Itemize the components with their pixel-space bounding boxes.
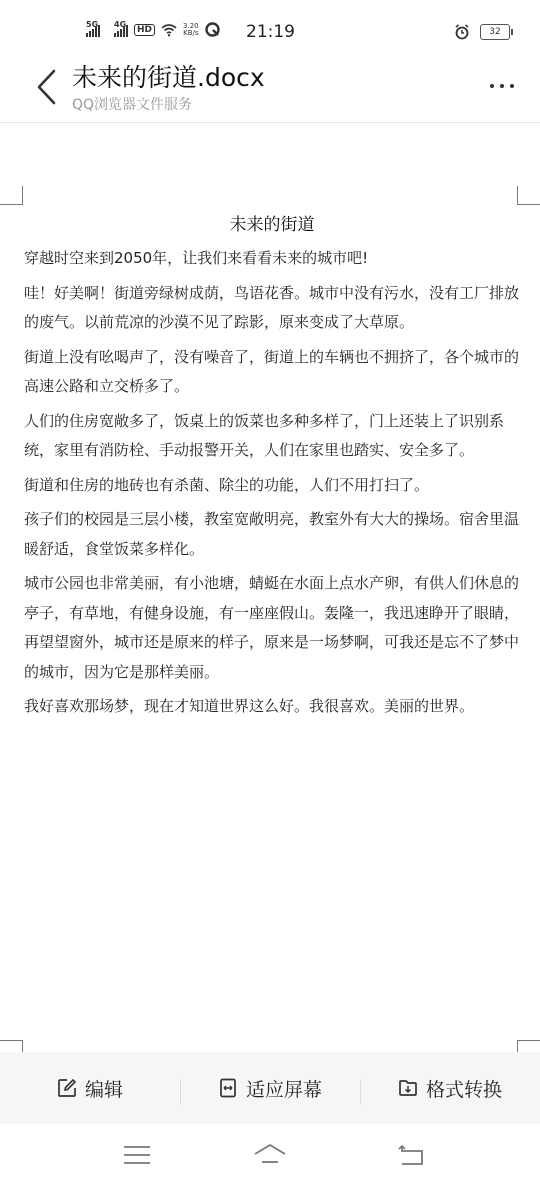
- paragraph: 孩子们的校园是三层小楼，教室宽敞明亮，教室外有大大的操场。宿舍里温暖舒适，食堂饭菜多样化。: [24, 510, 520, 558]
- format-convert-button[interactable]: [360, 1075, 540, 1102]
- speed-unit: KB/s: [183, 28, 199, 37]
- paragraph: 穿越时空来到2050年，让我们来看看未来的城市吧!: [24, 249, 369, 267]
- back-nav-icon[interactable]: [396, 1142, 426, 1168]
- page-corner-mark: [517, 186, 540, 205]
- paragraph: 我好喜欢那场梦，现在才知道世界这么好。我很喜欢。美丽的世界。: [24, 697, 475, 715]
- status-time: 21:19: [246, 22, 295, 42]
- network-speed: [183, 23, 199, 37]
- hd-icon: HD: [134, 24, 155, 36]
- fit-screen-button[interactable]: [180, 1075, 360, 1102]
- bottom-toolbar: [0, 1052, 540, 1124]
- signal-icon: [86, 19, 100, 37]
- paragraph: 街道和住房的地砖也有杀菌、除尘的功能，人们不用打扫了。: [24, 475, 430, 494]
- paragraph: 人们的住房宽敞多了，饭桌上的饭菜也多种多样了，门上还装上了识别系统，家里有消防栓、手动报警开关，人们在家里也踏实、安全多了。: [24, 411, 505, 459]
- status-right: [454, 24, 510, 40]
- menu-icon[interactable]: [122, 1142, 152, 1168]
- home-icon[interactable]: [253, 1142, 287, 1168]
- wifi-icon: [161, 23, 177, 37]
- status-left: [86, 19, 220, 37]
- paragraph: 哇！好美啊！街道旁绿树成荫，鸟语花香。城市中没有污水，没有工厂排放的废气。以前荒凉的沙漠不见了踪影，原来变成了大草原。: [24, 283, 520, 331]
- format-convert-label: 格式转换: [425, 1078, 502, 1101]
- fit-screen-icon: [218, 1078, 238, 1098]
- signal-label: 4G: [114, 19, 127, 29]
- edit-label: 编辑: [84, 1078, 123, 1101]
- edit-icon: [57, 1078, 77, 1098]
- fit-screen-label: 适应屏幕: [245, 1078, 322, 1101]
- back-icon[interactable]: [34, 68, 58, 106]
- paragraph: 城市公园也非常美丽，有小池塘，蜻蜓在水面上点水产卵，有供人们休息的亭子，有草地，有健身设施，有一座座假山。轰隆一，我迅速睁开了眼睛，再望望窗外，城市还是原来的样子，原来是一场梦啊，可我还是忘不了梦中的城市，因为它是那样美丽。: [24, 574, 520, 681]
- document-body: [24, 210, 520, 727]
- edit-button[interactable]: [0, 1075, 180, 1102]
- battery-icon: 32: [480, 24, 510, 40]
- q-app-icon: [205, 22, 220, 37]
- page-corner-mark: [0, 186, 23, 205]
- document-heading: 未来的街道: [229, 215, 315, 235]
- more-icon[interactable]: [490, 84, 514, 88]
- format-convert-icon: [398, 1078, 418, 1098]
- speed-value: 3.20: [183, 21, 199, 30]
- system-nav-bar: [0, 1124, 540, 1188]
- paragraph: 街道上没有吆喝声了，没有噪音了，街道上的车辆也不拥挤了，各个城市的高速公路和立交桥多了。: [24, 347, 520, 395]
- document-file-title: 未来的街道.docx: [72, 63, 265, 92]
- file-service-subtitle: QQ浏览器文件服务: [72, 97, 193, 113]
- alarm-icon: [454, 24, 470, 40]
- status-bar: [0, 0, 540, 66]
- signal-icon: [114, 19, 128, 37]
- app-header: [0, 58, 540, 123]
- signal-label: 5G: [86, 19, 99, 29]
